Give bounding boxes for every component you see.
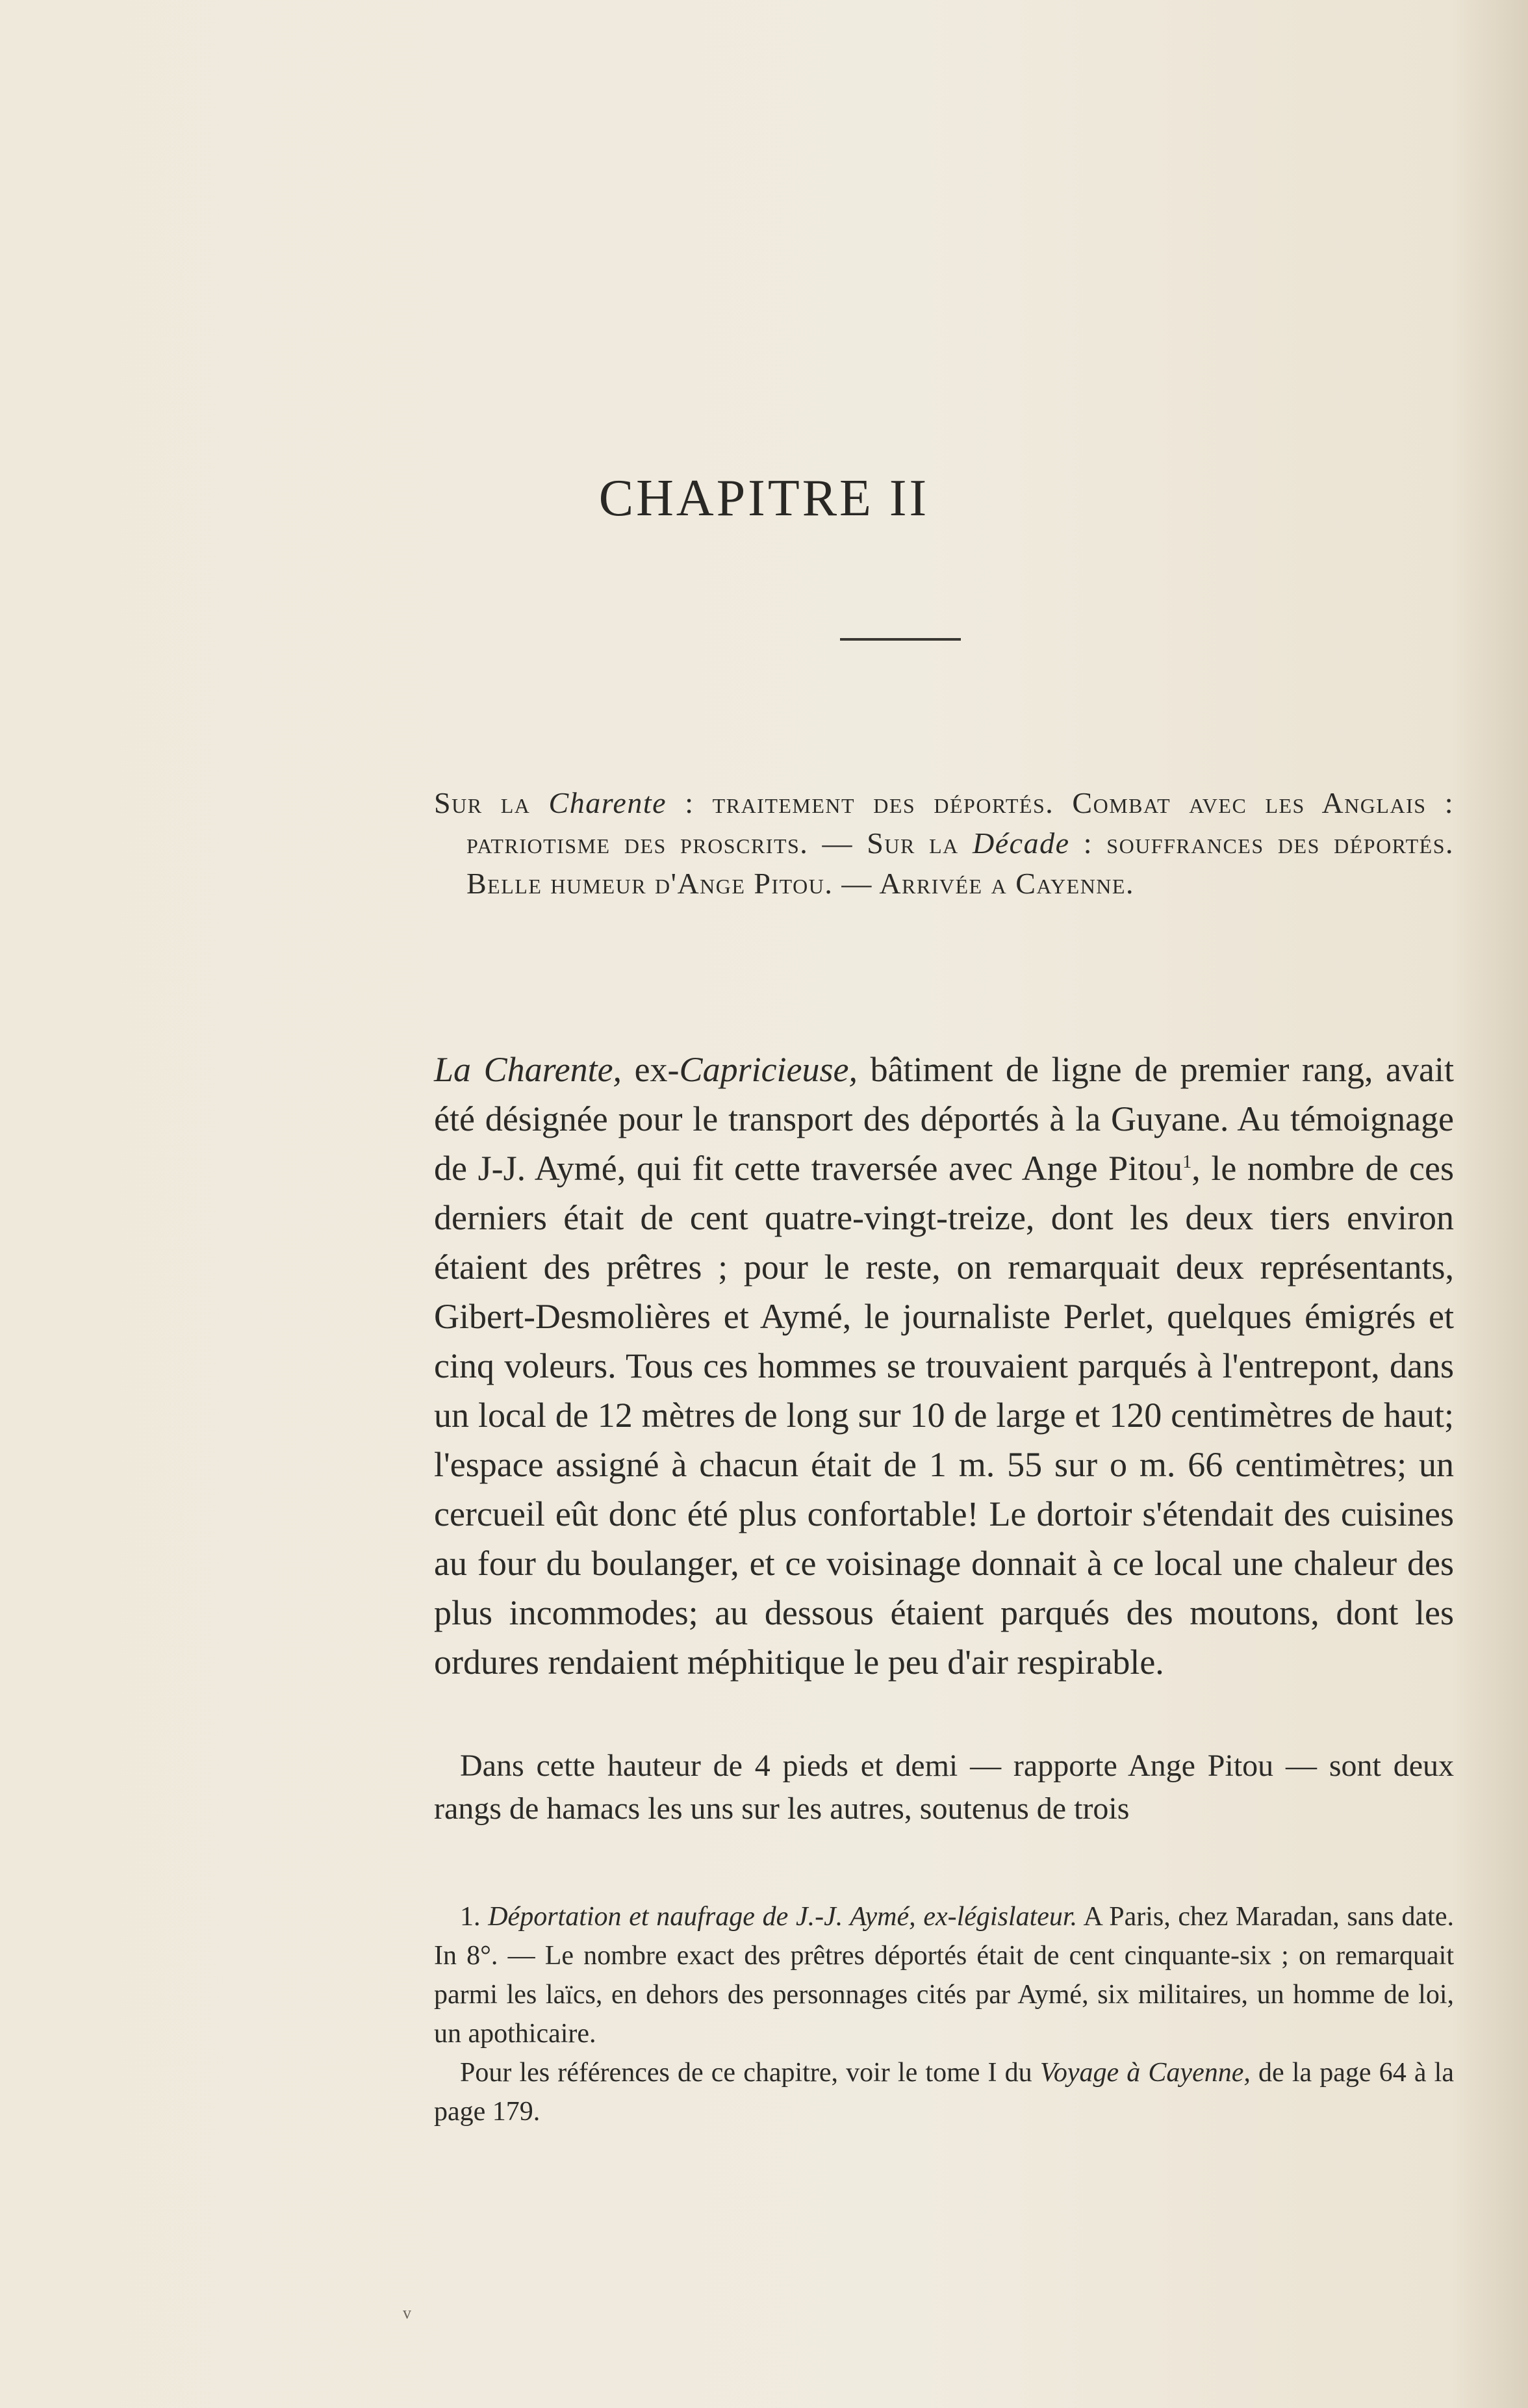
title-rule [840,638,961,641]
chapter-summary [434,783,1454,904]
paragraph-1-text-a: bâtiment de ligne de premier rang, avait été désignée pour le transport des déportés à la Guyane. Au témoignage de J-J. Aymé, qui fit cette traversée avec Ange Pitou [434,1050,1454,1188]
footnote-2-text-b: de la page 64 à la page 179. [434,2058,1454,2127]
footnote-ref-1: 1 [1182,1152,1192,1172]
chapter-title: CHAPITRE II [598,470,930,527]
footnote-1-title: Déportation et naufrage de J.-J. Aymé, ex-législateur. [488,1902,1078,1932]
footnote-1-text: A Paris, chez Maradan, sans date. In 8°. — Le nombre exact des prêtres déportés était de cent cinquante-six ; on remarquait parmi les laïcs, en dehors des personnages cités par Aymé, six militaires, un homme de loi, un apothicaire. [434,1902,1454,2049]
summary-ship-charente: Charente [548,786,667,819]
footnote-2-text-a: Pour les références de ce chapitre, voir le tome I du [460,2058,1040,2088]
footnote-1 [434,1897,1454,2053]
summary-text-3: : souffrances des déportés. Belle humeur d'Ange Pitou. — Arrivée a Cayenne. [466,826,1454,900]
paragraph-1-ship: La Charente, [434,1050,622,1089]
printer-mark: v [403,2303,411,2322]
paragraph-1 [434,1045,1454,1687]
footnote-1-number: 1. [460,1902,481,1932]
footnotes [434,1897,1454,2131]
paragraph-2: Dans cette hauteur de 4 pieds et demi — rapporte Ange Pitou — sont deux rangs de hamacs les uns sur les autres, soutenus de trois [434,1748,1454,1826]
summary-text-1: Sur la [434,786,549,819]
summary-text-2: : traitement des déportés. Combat avec les Anglais : patriotisme des proscrits. — Sur la [466,786,1454,860]
footnote-2 [434,2053,1454,2131]
paragraph-1-ex-name: Capricieuse, [679,1050,858,1089]
paragraph-1-text-b: , le nombre de ces derniers était de cent quatre-vingt-treize, dont les deux tiers environ étaient des prêtres ; pour le reste, on remarquait deux représentants, Gibert-Desmolières et Aymé, le journaliste Perlet, quelques émigrés et cinq voleurs. Tous ces hommes se trouvaient parqués à l'entrepont, dans un local de 12 mètres de long sur 10 de large et 120 centimètres de haut; l'espace assigné à chacun était de 1 m. 55 sur o m. 66 centimètres; un cercueil eût donc été plus confortable! Le dortoir s'étendait des cuisines au four du boulanger, et ce voisinage donnait à ce local une chaleur des plus incommodes; au dessous étaient parqués des moutons, dont les ordures rendaient méphitique le peu d'air respirable. [434,1149,1454,1682]
footnote-2-title: Voyage à Cayenne, [1039,2058,1251,2088]
paragraph-1-ex: ex- [622,1050,680,1089]
summary-ship-decade: Décade [973,826,1070,860]
